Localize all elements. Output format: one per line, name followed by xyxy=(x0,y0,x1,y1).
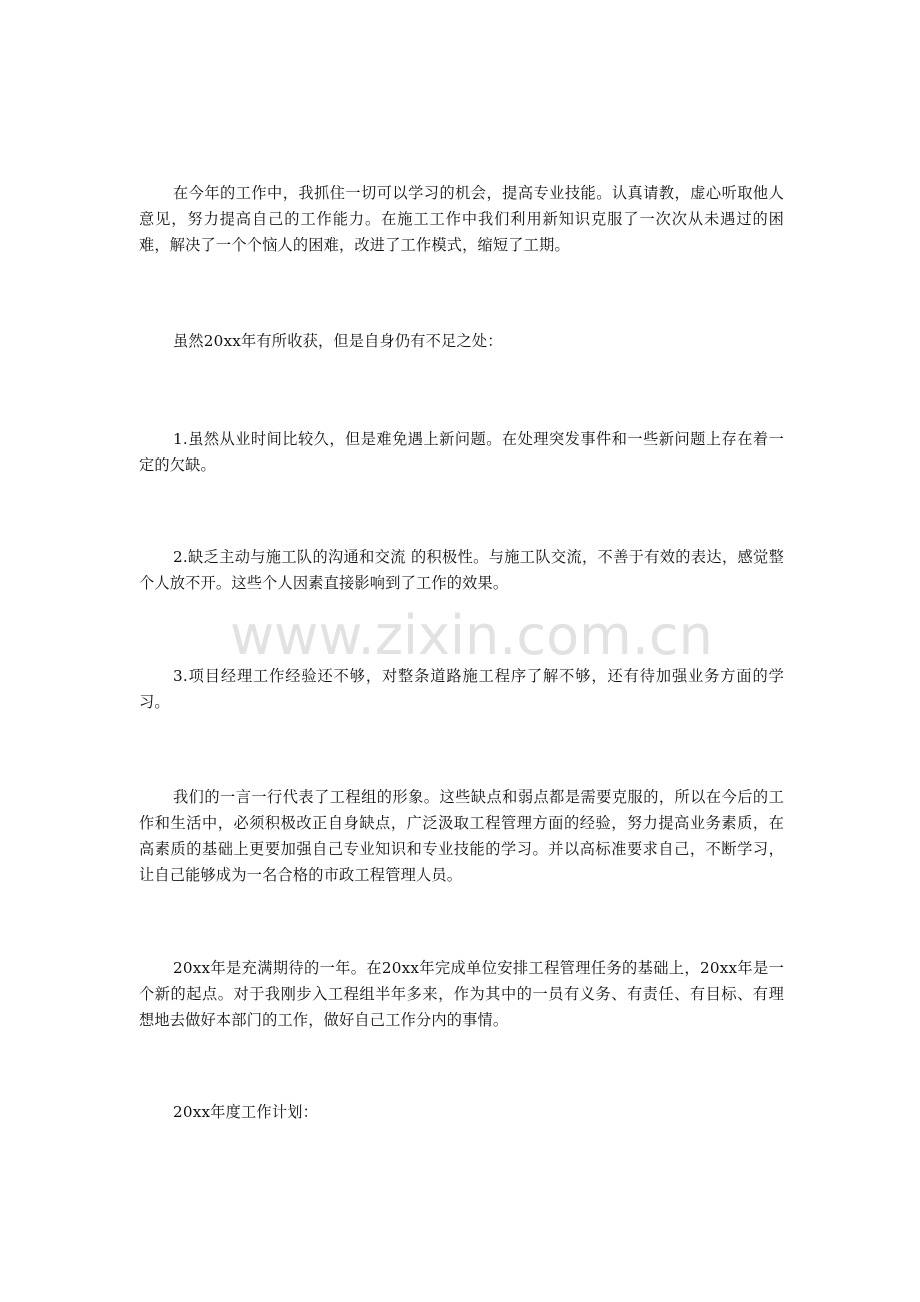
paragraph-shortcoming-2: 2.缺乏主动与施工队的沟通和交流 的积极性。与施工队交流，不善于有效的表达，感觉整个人放不开。这些个人因素直接影响到了工作的效果。 xyxy=(139,548,784,592)
paragraph-shortcoming-3: 3.项目经理工作经验还不够，对整条道路施工程序了解不够，还有待加强业务方面的学习。 xyxy=(139,667,784,711)
paragraph-shortcoming-1: 1.虽然从业时间比较久，但是难免遇上新问题。在处理突发事件和一些新问题上存在着一定的欠缺。 xyxy=(139,430,784,474)
paragraph-work-plan-heading: 20xx年度工作计划： xyxy=(173,1103,318,1121)
paragraph-shortcomings-intro: 虽然20xx年有所收获，但是自身仍有不足之处： xyxy=(173,332,503,350)
paragraph-new-year-outlook: 20xx年是充满期待的一年。在20xx年完成单位安排工程管理任务的基础上，20xx年是一个新的起点。对于我刚步入工程组半年多来，作为其中的一员有义务、有责任、有目标、有理想地去做好本部门的工作，做好自己工作分内的事情。 xyxy=(139,959,784,1029)
paragraph-work-summary: 在今年的工作中，我抓住一切可以学习的机会，提高专业技能。认真请教，虚心听取他人意见，努力提高自己的工作能力。在施工工作中我们利用新知识克服了一次次从未遇过的困难，解决了一个个恼人的困难，改进了工作模式，缩短了工期。 xyxy=(139,184,784,254)
watermark: www.zixin.com.cn xyxy=(230,604,713,667)
paragraph-improvement: 我们的一言一行代表了工程组的形象。这些缺点和弱点都是需要克服的，所以在今后的工作和生活中，必须积极改正自身缺点，广泛汲取工程管理方面的经验，努力提高业务素质，在高素质的基础上更要加强自己专业知识和专业技能的学习。并以高标准要求自己，不断学习，让自己能够成为一名合格的市政工程管理人员。 xyxy=(139,788,784,884)
